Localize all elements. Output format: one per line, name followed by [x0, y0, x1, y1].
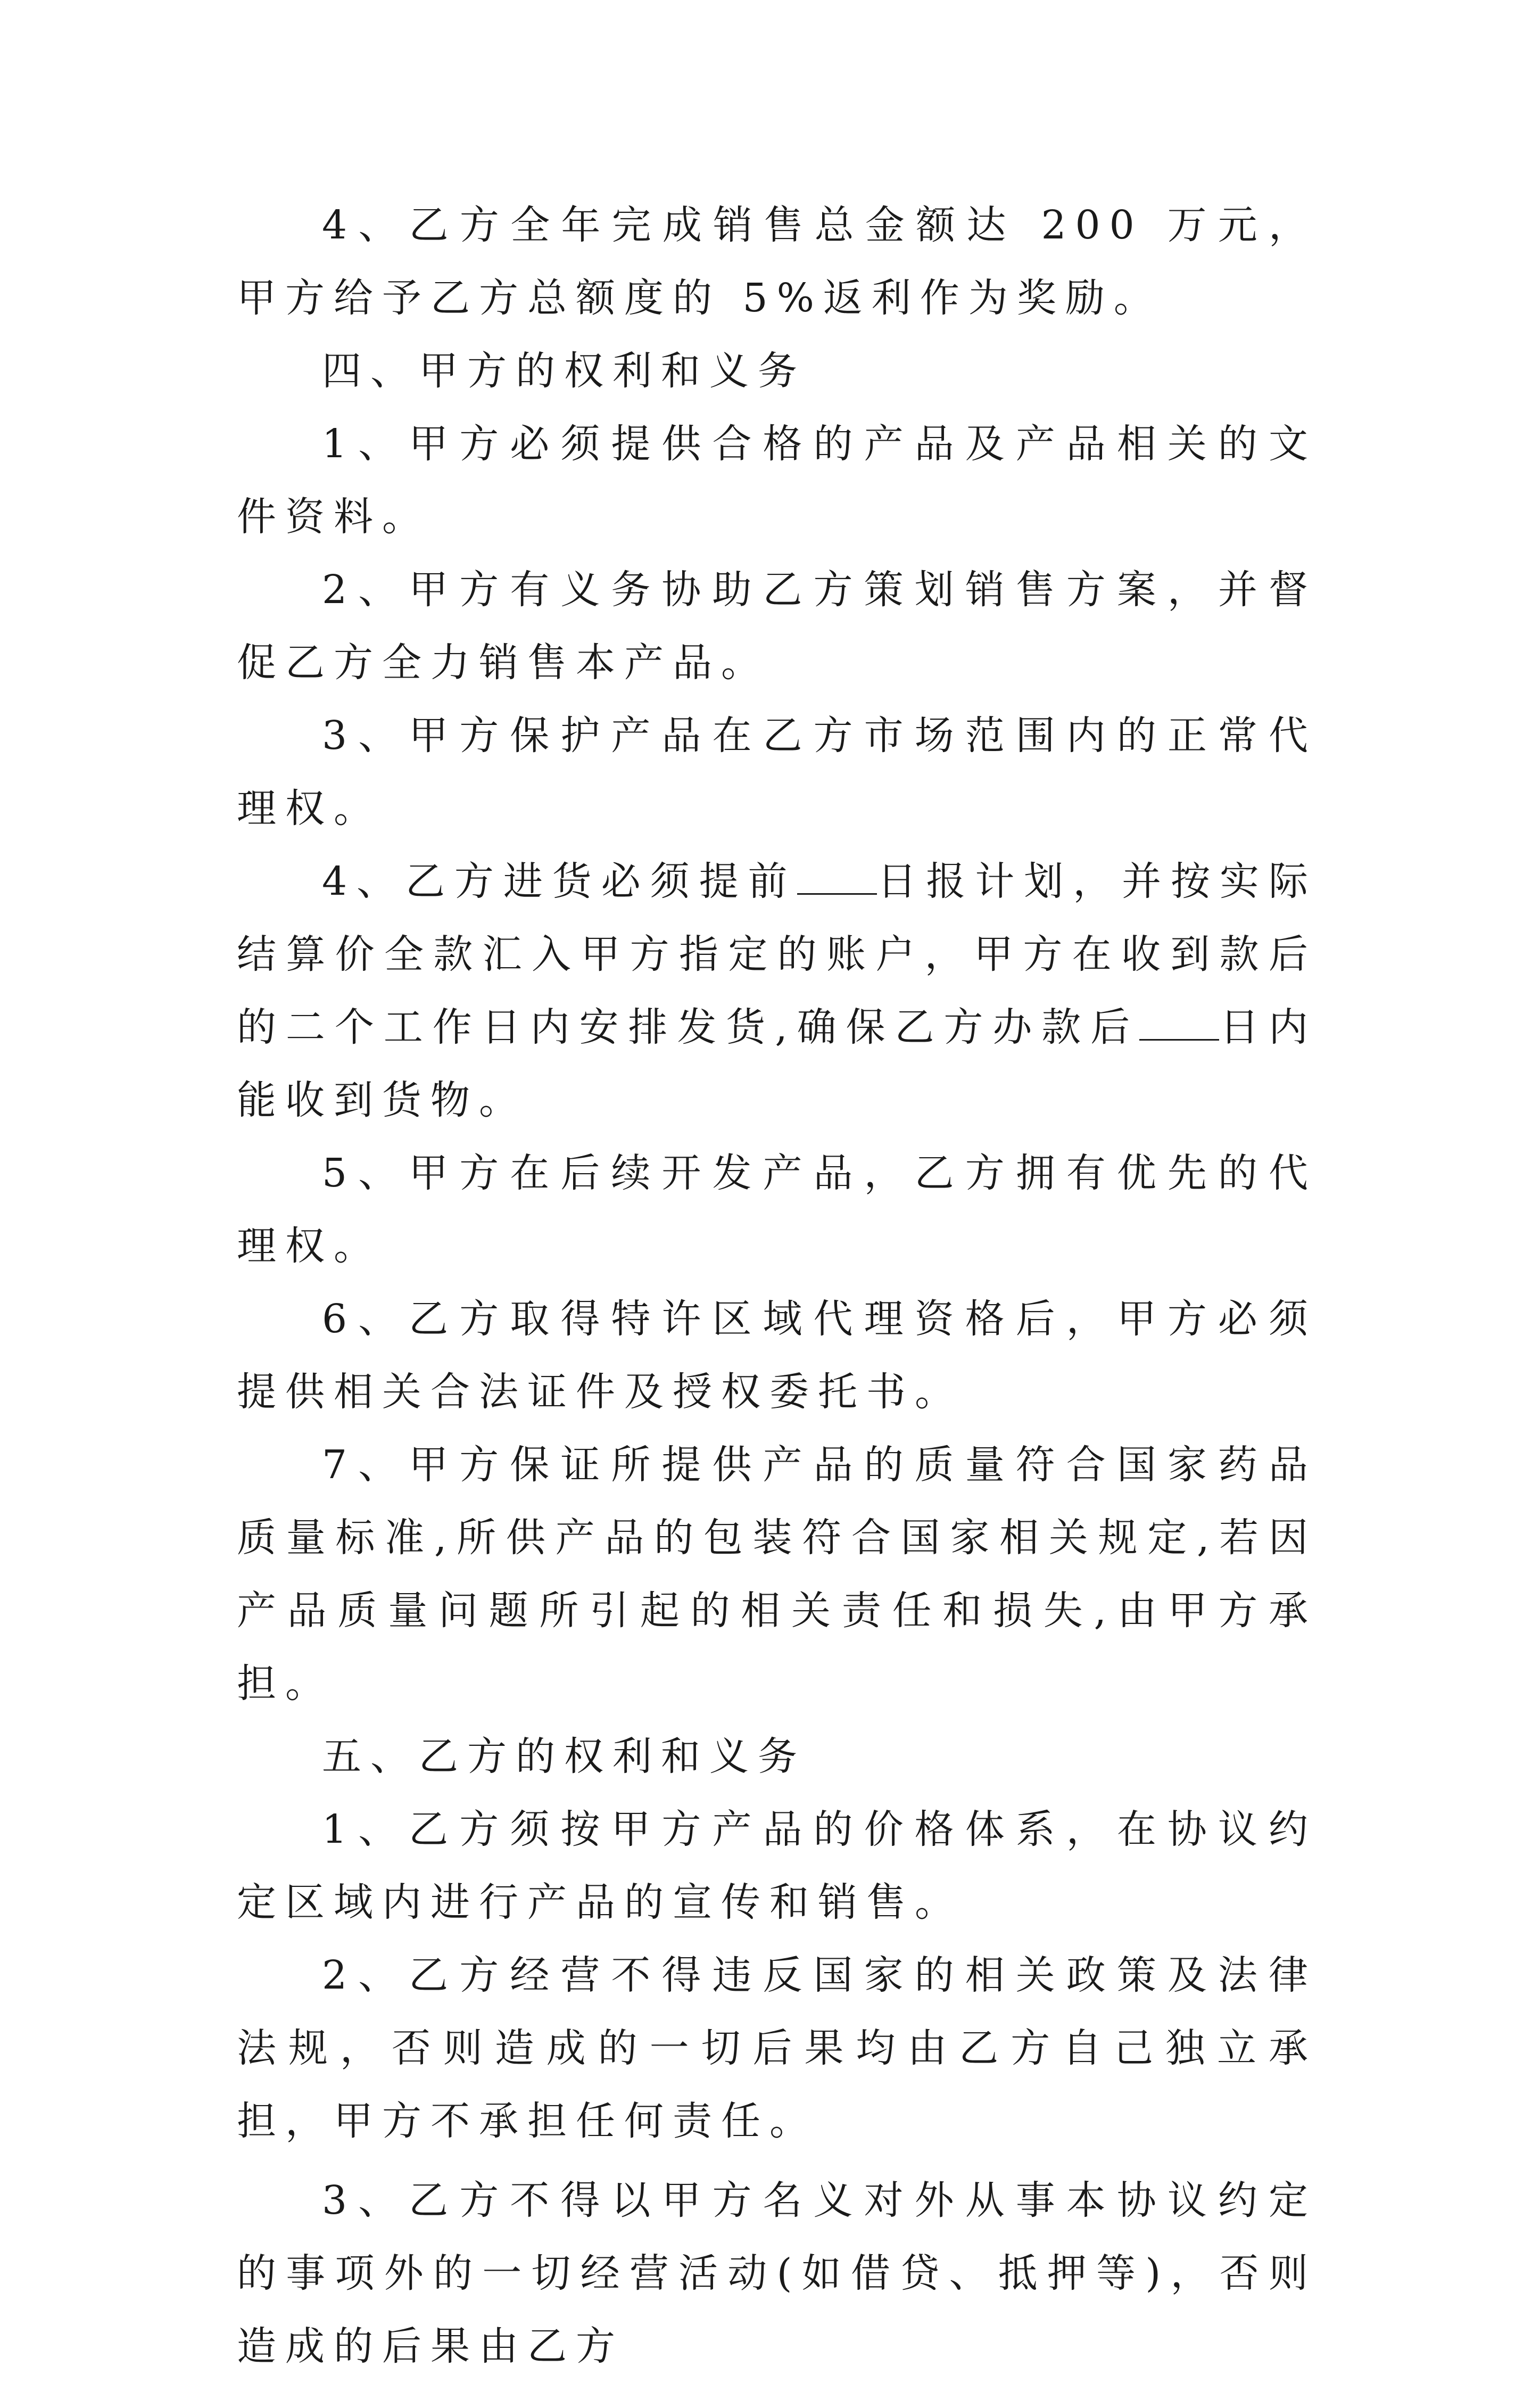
- section-heading-party-b-rights: 五、乙方的权利和义务: [322, 1734, 806, 1779]
- paragraph-a-5: 5、甲方在后续开发产品，乙方拥有优先的代理权。: [237, 1150, 1317, 1269]
- paragraph-a-4: [237, 845, 1317, 1137]
- paragraph-a-1: 1、甲方必须提供合格的产品及产品相关的文件资料。: [237, 421, 1317, 540]
- paragraph-a-4-part2: 日报计划，并按实际结算价全款汇入甲方指定的账户，甲方在收到款后的二个工作日内安排发货,确保乙方办款后: [237, 859, 1317, 1050]
- paragraph-b-2: 2、乙方经营不得违反国家的相关政策及法律法规，否则造成的一切后果均由乙方自己独立承担，甲方不承担任何责任。: [237, 1952, 1317, 2144]
- paragraph-a-4-part1: 4、乙方进货必须提前: [322, 859, 797, 904]
- document-page: [237, 189, 1317, 2383]
- blank-days-plan: [797, 861, 877, 895]
- paragraph-a-3: 3、甲方保护产品在乙方市场范围内的正常代理权。: [237, 713, 1317, 831]
- paragraph-a-6: 6、乙方取得特许区域代理资格后，甲方必须提供相关合法证件及授权委托书。: [237, 1296, 1317, 1415]
- paragraph-a-4-part3: 日内能收到货物。: [237, 1004, 1317, 1123]
- paragraph-sales-rebate: 4、乙方全年完成销售总金额达 200 万元，甲方给予乙方总额度的 5%返利作为奖励。: [237, 202, 1317, 321]
- blank-days-delivery: [1139, 1007, 1219, 1041]
- paragraph-a-2: 2、甲方有义务协助乙方策划销售方案，并督促乙方全力销售本产品。: [237, 567, 1317, 686]
- paragraph-b-3: 3、乙方不得以甲方名义对外从事本协议约定的事项外的一切经营活动(如借贷、抵押等)，否则造成的后果由乙方: [237, 2178, 1317, 2369]
- paragraph-b-1: 1、乙方须按甲方产品的价格体系，在协议约定区域内进行产品的宣传和销售。: [237, 1807, 1317, 1925]
- paragraph-a-7: 7、甲方保证所提供产品的质量符合国家药品质量标准,所供产品的包装符合国家相关规定,若因产品质量问题所引起的相关责任和损失,由甲方承担。: [237, 1442, 1317, 1706]
- section-heading-party-a-rights: 四、甲方的权利和义务: [322, 348, 806, 394]
